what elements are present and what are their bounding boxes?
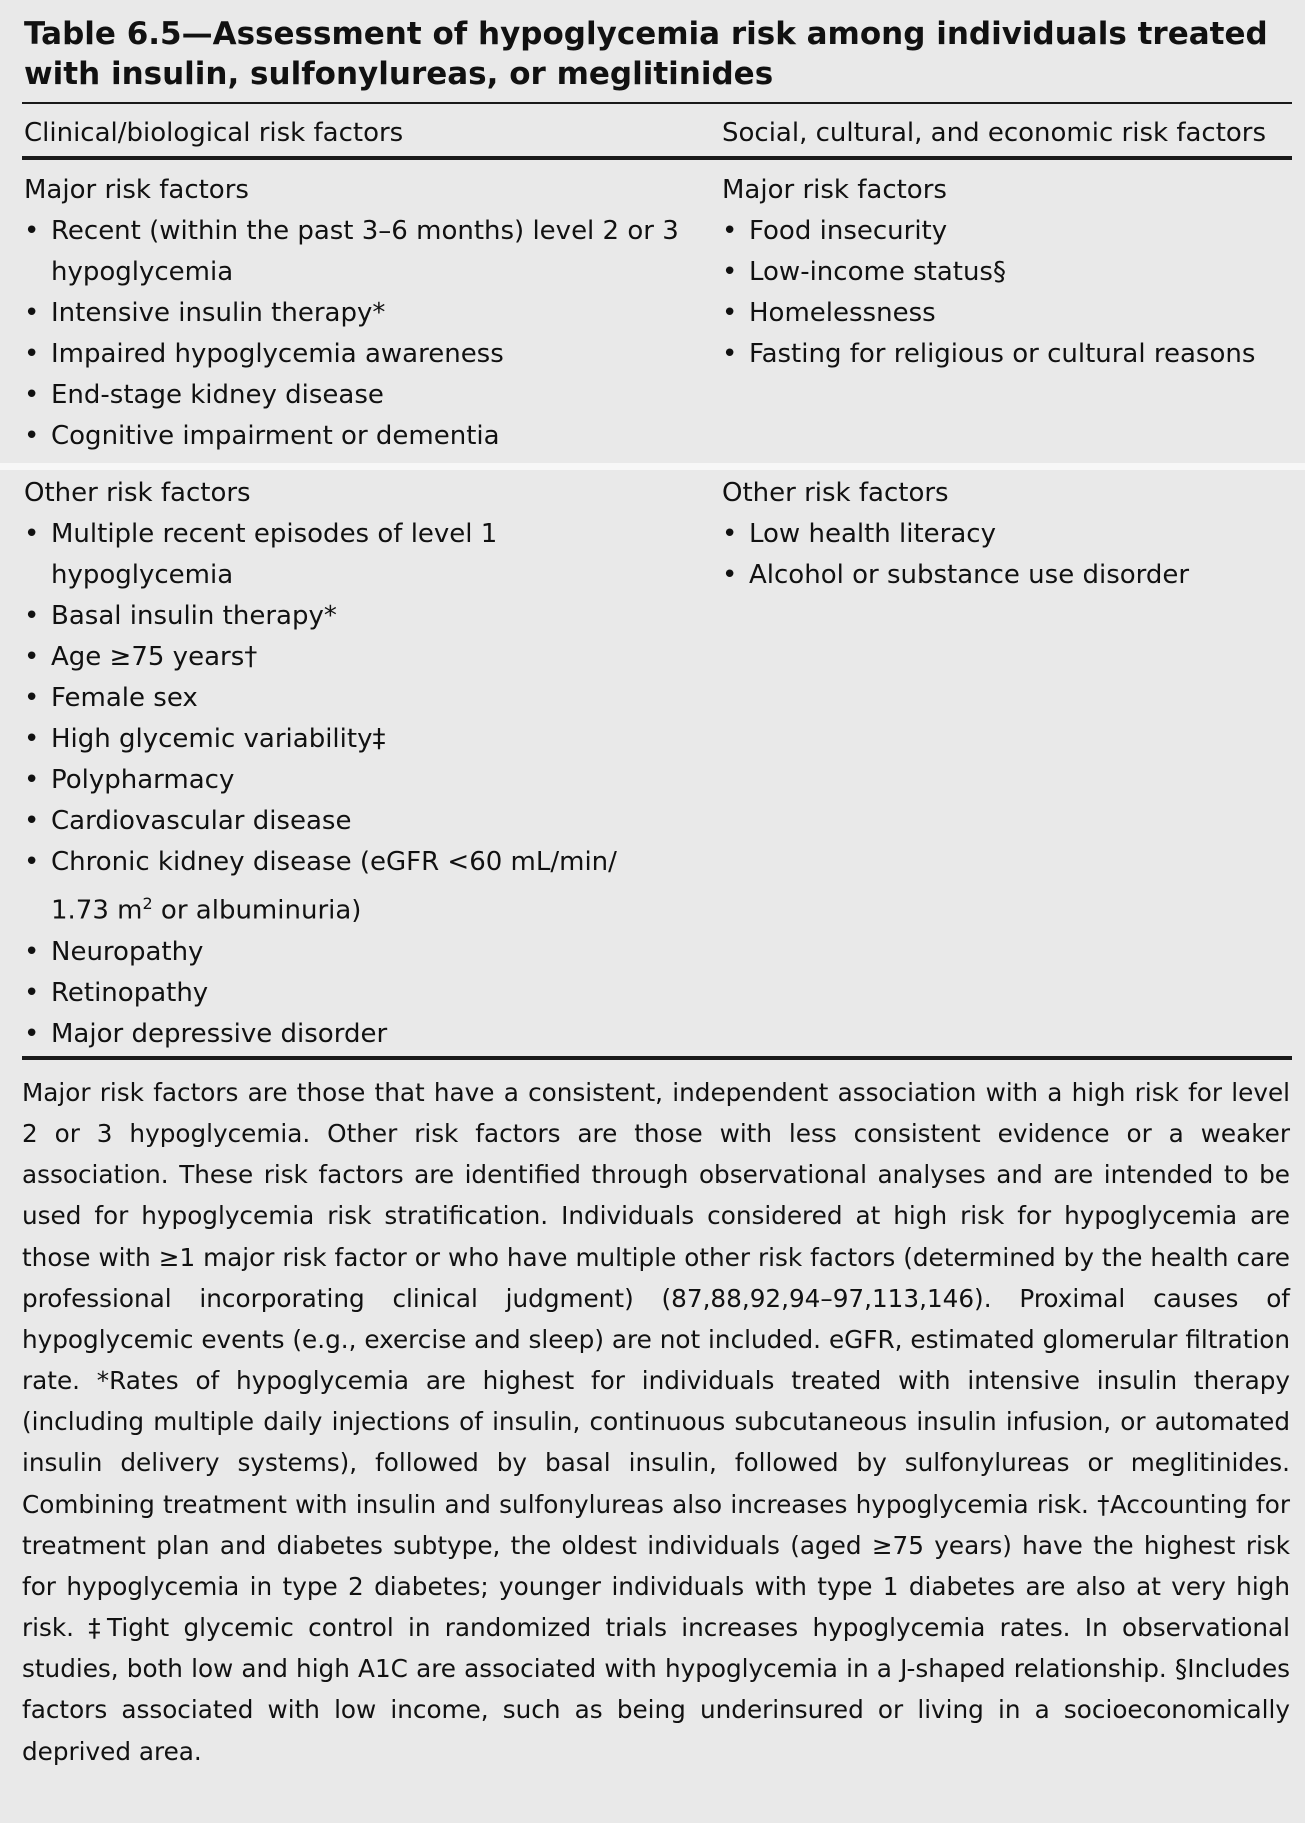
bullet: • [24,977,40,1008]
clinical-other-heading: Other risk factors [24,478,251,508]
bullet: • [24,601,40,631]
list-item [24,678,684,719]
list-item-text: Basal insulin therapy* [51,601,337,631]
table-title: Table 6.5—Assessment of hypoglycemia risk among individuals treated with insulin, sulfonylureas, or meglitinides [24,16,1268,92]
list-item [24,842,684,932]
list-item [24,760,684,801]
table-bottom-rule [22,1056,1292,1060]
bullet: • [722,519,738,549]
list-item [24,637,684,678]
bullet: • [24,765,40,795]
social-major-list [722,211,1297,375]
list-item [722,252,1297,293]
ckd-item-superscript: 2 [142,894,153,913]
table-footnote: Major risk factors are those that have a consistent, independent association with a high risk for level 2 or 3 hypoglycemia. Other risk factors are those with less consistent evidence or a weaker association. These risk factors are identified through observational analyses and are intended to be used for hypoglycemia risk stratification. Individuals considered at high risk for hypoglycemia are those with ≥1 major risk factor or who have multiple other risk factors (determined by the health care professional incorporating clinical judgment) (87,88,92,94–97,113,146). Proximal causes of hypoglycemic events (e.g., exercise and sleep) are not included. eGFR, estimated glomerular filtration rate. *Rates of hypoglycemia are highest for individuals treated with intensive insulin therapy (including multiple daily injections of insulin, continuous subcutaneous insulin infusion, or automated insulin delivery systems), followed by basal insulin, followed by sulfonylureas or meglitinides. Combining treatment with insulin and sulfonylureas also increases hypoglycemia risk. †Accounting for treatment plan and diabetes subtype, the oldest individuals (aged ≥75 years) have the highest risk for hypoglycemia in type 2 diabetes; younger individuals with type 1 diabetes are also at very high risk. ‡Tight glycemic control in randomized trials increases hypoglycemia rates. In observational studies, both low and high A1C are associated with hypoglycemia in a J-shaped relationship. §Includes factors associated with low income, such as being underinsured or living in a socioeconomically deprived area. [22,1078,1290,1766]
bullet: • [722,339,738,369]
list-item [722,211,1297,252]
list-item [722,334,1297,375]
list-item [24,719,684,760]
list-item [24,416,684,457]
list-item [24,973,684,1014]
list-item-text: Cardiovascular disease [51,806,352,836]
list-item [24,375,684,416]
bullet: • [722,560,738,590]
list-item [24,932,684,973]
list-item-text: Retinopathy [51,977,209,1008]
bullet: • [722,216,738,246]
list-item-text: Food insecurity [749,216,948,246]
list-item [24,514,684,596]
list-item-text: Major depressive disorder [51,1018,388,1049]
social-other-list [722,514,1297,596]
list-item-text: Multiple recent episodes of level 1 hypoglycemia [51,519,498,590]
list-item [24,596,684,637]
header-bottom-rule [22,156,1292,160]
list-item-text: Neuropathy [51,936,204,967]
list-item-text: Low-income status§ [749,257,1006,287]
bullet: • [24,847,40,877]
list-item-text: Low health literacy [749,519,996,549]
ckd-item-suffix: or albuminuria) [152,895,362,926]
social-other-section [722,473,1297,596]
bullet: • [24,936,40,967]
bullet: • [24,683,40,713]
header-top-rule [22,102,1292,104]
clinical-other-list [24,514,684,1055]
bullet: • [24,216,40,246]
list-item-text: Intensive insulin therapy* [51,298,386,328]
list-item [24,334,684,375]
bullet: • [24,519,40,549]
social-major-heading: Major risk factors [722,175,947,205]
social-major-section [722,170,1297,375]
bullet: • [24,421,40,451]
social-column-header: Social, cultural, and economic risk factors [722,118,1267,148]
list-item-text: Fasting for religious or cultural reasons [749,339,1256,369]
list-item [722,555,1297,596]
list-item [24,1014,684,1055]
clinical-column-header: Clinical/biological risk factors [24,118,404,148]
list-item-text: Recent (within the past 3–6 months) level 2 or 3 hypoglycemia [51,216,679,287]
clinical-major-heading: Major risk factors [24,175,249,205]
list-item [24,801,684,842]
bullet: • [722,257,738,287]
clinical-major-section [24,170,684,457]
clinical-other-section [24,473,684,1055]
list-item-text: Alcohol or substance use disorder [749,560,1190,590]
list-item [722,514,1297,555]
clinical-major-list [24,211,684,457]
bullet: • [24,642,40,672]
bullet: • [722,298,738,328]
bullet: • [24,339,40,369]
bullet: • [24,806,40,836]
list-item-text: Impaired hypoglycemia awareness [51,339,504,369]
list-item-text: End-stage kidney disease [51,380,384,410]
list-item [24,293,684,334]
ckd-item-prefix: Chronic kidney disease (eGFR <60 mL/min/ [51,847,617,877]
section-divider-band [0,463,1305,470]
list-item-text: High glycemic variability‡ [51,724,386,754]
list-item-text: Homelessness [749,298,936,328]
list-item [24,211,684,293]
ckd-item-unit: 1.73 m [51,895,143,926]
social-other-heading: Other risk factors [722,478,949,508]
list-item-text: Age ≥75 years† [51,642,258,672]
list-item-text: Female sex [51,683,198,713]
list-item-text: Cognitive impairment or dementia [51,421,500,451]
bullet: • [24,380,40,410]
bullet: • [24,298,40,328]
list-item-text: Polypharmacy [51,765,235,795]
list-item [722,293,1297,334]
bullet: • [24,724,40,754]
bullet: • [24,1018,40,1049]
